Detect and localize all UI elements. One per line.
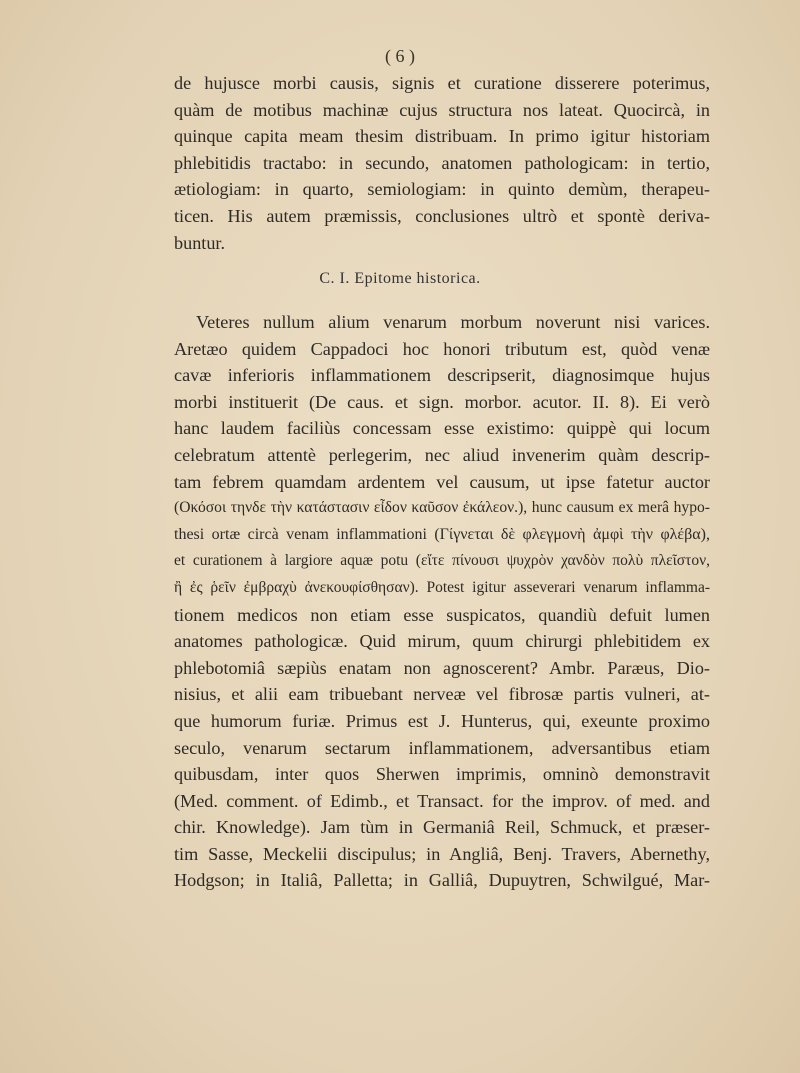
body-line: chir. Knowledge). Jam tùm in Germaniâ Reil, Schmuck, et præser- — [174, 817, 710, 838]
intro-line: ætiologiam: in quarto, semiologiam: in quinto demùm, therapeu- — [174, 179, 710, 200]
body-line: et curationem à largiore aquæ potu (εἴτε πίνουσι ψυχρὸν χανδὸν πολὺ πλεῖστον, — [174, 552, 710, 570]
body-line: tim Sasse, Meckelii discipulus; in Angliâ, Benj. Travers, Abernethy, — [174, 843, 710, 864]
body-line: hanc laudem faciliùs concessam esse existimo: quippè qui locum — [174, 418, 710, 439]
body-line: celebratum attentè perlegerim, nec aliud invenerim quàm descrip- — [174, 444, 710, 465]
body-line: anatomes pathologicæ. Quid mirum, quum chirurgi phlebitidem ex — [174, 631, 710, 652]
section-heading: C. I. Epitome historica. — [319, 270, 481, 287]
body-line: (Med. comment. of Edimb., et Transact. for the improv. of med. and — [174, 790, 710, 811]
body-line: Veteres nullum alium venarum morbum noverunt nisi varices. — [196, 312, 710, 332]
body-paragraph — [174, 309, 710, 894]
body-line: quibusdam, inter quos Sherwen imprimis, omninò demonstravit — [174, 764, 710, 785]
intro-line: quàm de motibus machinæ cujus structura nos lateat. Quocircà, in — [174, 99, 710, 120]
page-number: ( 6 ) — [385, 46, 415, 66]
intro-line: buntur. — [174, 232, 226, 253]
body-line: ἢ ἐς ῥεῖν ἐμβραχὺ ἀνεκουφίσθησαν). Potest igitur asseverari venarum inflamma- — [174, 578, 710, 596]
body-line: cavæ inferioris inflammationem descripserit, diagnosimque hujus — [174, 365, 710, 386]
body-line: Aretæo quidem Cappadoci hoc honori tributum est, quòd venæ — [174, 338, 710, 359]
body-line: tam febrem quamdam ardentem vel causum, ut ipse fatetur auctor — [174, 471, 710, 492]
intro-line: ticen. His autem præmissis, conclusiones ultrò et spontè deriva- — [174, 205, 710, 226]
body-line: morbi instituerit (De caus. et sign. morbor. acutor. II. 8). Ei verò — [174, 391, 710, 412]
intro-paragraph — [174, 70, 710, 256]
body-line: seculo, venarum sectarum inflammationem, adversantibus etiam — [174, 737, 710, 758]
body-line: thesi ortæ circà venam inflammationi (Γίγνεται δὲ φλεγμονὴ ἀμφὶ τὴν φλέβα), — [174, 525, 710, 543]
body-line: Hodgson; in Italiâ, Palletta; in Galliâ, Dupuytren, Schwilgué, Mar- — [174, 870, 710, 891]
intro-line: de hujusce morbi causis, signis et curatione disserere poterimus, — [174, 73, 710, 93]
intro-line: quinque capita meam thesim distribuam. In primo igitur historiam — [174, 126, 710, 147]
body-line: tionem medicos non etiam esse suspicatos, quandiù defuit lumen — [174, 604, 710, 625]
body-line: phlebotomiâ sæpiùs enatam non agnoscerent? Ambr. Paræus, Dio- — [174, 657, 710, 678]
intro-line: phlebitidis tractabo: in secundo, anatomen pathologicam: in tertio, — [174, 152, 710, 173]
body-line: que humorum furiæ. Primus est J. Hunterus, qui, exeunte proximo — [174, 710, 710, 731]
body-line: (Οκόσοι τηνδε τὴν κατάστασιν εἶδον καῦσον ἐκάλεον.), hunc causum ex merâ hypo- — [174, 499, 710, 517]
body-line: nisius, et alii eam tribuebant nerveæ vel fibrosæ partis vulneri, at- — [174, 684, 710, 705]
